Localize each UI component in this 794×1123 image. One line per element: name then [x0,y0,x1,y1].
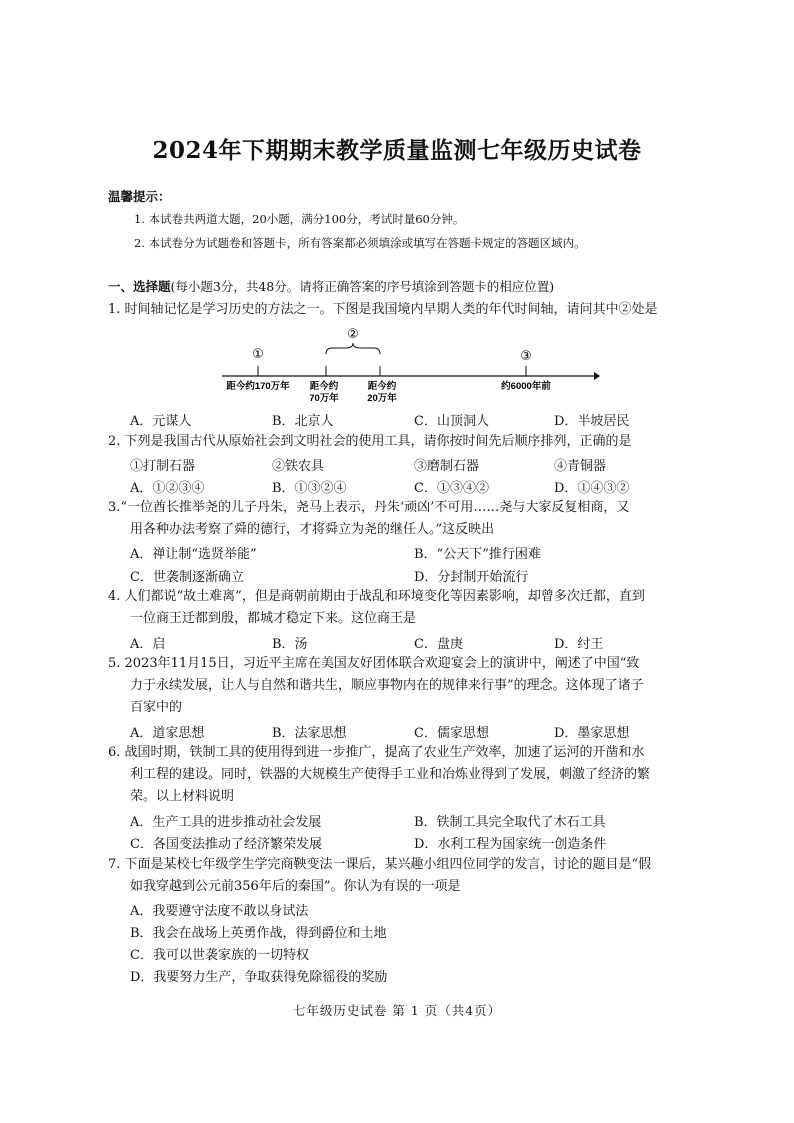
timeline-label: 约6000年前 [501,381,551,392]
question-7-option-d: D．我要努力生产，争取获得免除徭役的奖励 [130,970,388,985]
timeline-marker-2: ② [347,326,359,341]
notice-label: 温馨提示： [108,189,171,204]
question-3-option-b: B．“公天下”推行困难 [414,547,541,562]
question-6-stem: 荣。以上材料说明 [130,789,235,804]
question-4-stem: 一位商王迁都到殷，都城才稳定下来。这位商王是 [130,611,417,626]
question-5-option-b: B．法家思想 [272,726,347,741]
timeline-marker-3: ③ [520,348,532,363]
timeline-label: 距今约 [309,381,339,392]
page-footer: 七年级历史试卷 第 1 页（共4页） [292,1003,502,1018]
section-title: 一、选择题 [108,279,171,294]
question-2-item: ②铁农具 [272,459,325,474]
question-4-option-d: D．纣王 [554,637,604,652]
question-6-stem: 6. 战国时期，铁制工具的使用得到进一步推广，提高了农业生产效率，加速了运河的开凿和水 [108,745,645,760]
question-1-option-b: B．北京人 [272,414,334,429]
question-2-option-b: B．①③②④ [272,481,347,496]
notice-item: 2. 本试卷分为试题卷和答题卡，所有答案都必须填涂或填写在答题卡规定的答题区域内。 [134,236,586,250]
question-1-stem: 1. 时间轴记忆是学习历史的方法之一。下图是我国境内早期人类的年代时间轴，请问其中②处是 [108,302,658,317]
question-3-stem: 3.“一位酋长推举尧的儿子丹朱，尧马上表示，丹朱‘顽凶’不可用……尧与大家反复相商，又 [108,500,630,515]
timeline-arrow [594,372,600,380]
question-7-option-a: A．我要遵守法度不敢以身试法 [130,904,309,919]
question-2-item: ③磨制石器 [414,459,480,474]
question-4-option-b: B．汤 [272,637,308,652]
question-2-option-c: C．①③④② [414,481,489,496]
question-5-option-c: C．儒家思想 [414,726,489,741]
page-title: 2024年下期期末教学质量监测七年级历史试卷 [152,137,642,164]
question-1-option-c: C．山顶洞人 [414,414,489,429]
question-1-option-a: A．元谋人 [130,414,192,429]
question-3-option-d: D．分封制开始流行 [414,570,529,585]
notice-item: 1. 本试卷共两道大题，20小题，满分100分，考试时量60分钟。 [134,212,465,226]
timeline-label: 70万年 [309,393,339,402]
timeline-label: 20万年 [367,393,397,402]
question-2-item: ④青铜器 [554,459,607,474]
question-2-option-a: A．①②③④ [130,481,205,496]
question-1-option-d: D．半坡居民 [554,414,630,429]
question-5-option-a: A．道家思想 [130,726,205,741]
question-6-option-b: B．铁制工具完全取代了木石工具 [414,815,606,830]
question-4-stem: 4. 人们都说“故土难离”，但是商朝前期由于战乱和环境变化等因素影响，却曾多次迁都，直到 [108,589,645,604]
timeline-marker-1: ① [252,346,264,361]
section-note: (每小题3分，共48分。请将正确答案的序号填涂到答题卡的相应位置) [170,279,555,294]
question-7-stem: 7. 下面是某校七年级学生学完商鞅变法一课后，某兴趣小组四位同学的发言，讨论的题目是“假 [108,857,652,872]
timeline-brace [326,343,380,354]
question-5-stem: 力于永续发展，让人与自然和谐共生，顺应事物内在的规律来行事”的理念。这体现了诸子 [130,678,644,693]
question-4-option-a: A．启 [130,637,166,652]
question-6-option-d: D．水利工程为国家统一创造条件 [414,837,607,852]
question-5-option-d: D．墨家思想 [554,726,630,741]
timeline-label: 距今约 [367,381,397,392]
section-heading [108,278,554,296]
question-5-stem: 百家中的 [130,700,183,715]
question-5-stem: 5. 2023年11月15日，习近平主席在美国友好团体联合欢迎宴会上的演讲中，阐述了中国“致 [108,656,640,671]
question-3-option-c: C．世袭制逐渐确立 [130,570,244,585]
timeline-diagram [220,322,600,402]
question-2-item: ①打制石器 [130,459,196,474]
question-3-option-a: A．禅让制“选贤举能” [130,547,257,562]
question-7-option-b: B．我会在战场上英勇作战，得到爵位和土地 [130,926,387,941]
question-2-option-d: D．①④③② [554,481,630,496]
timeline-label: 距今约170万年 [226,381,290,392]
question-2-stem: 2. 下列是我国古代从原始社会到文明社会的使用工具，请你按时间先后顺序排列，正确的是 [108,434,632,449]
question-6-stem: 利工程的建设。同时，铁器的大规模生产使得手工业和冶炼业得到了发展，刺激了经济的繁 [130,767,651,782]
question-3-stem: 用各种办法考察了舜的德行，才将舜立为尧的继任人。”这反映出 [130,522,495,537]
question-6-option-a: A．生产工具的进步推动社会发展 [130,815,322,830]
question-6-option-c: C．各国变法推动了经济繁荣发展 [130,837,322,852]
question-7-stem: 如我穿越到公元前356年后的秦国”。你认为有误的一项是 [130,879,461,894]
question-4-option-c: C．盘庚 [414,637,463,652]
question-7-option-c: C．我可以世袭家族的一切特权 [130,948,309,963]
